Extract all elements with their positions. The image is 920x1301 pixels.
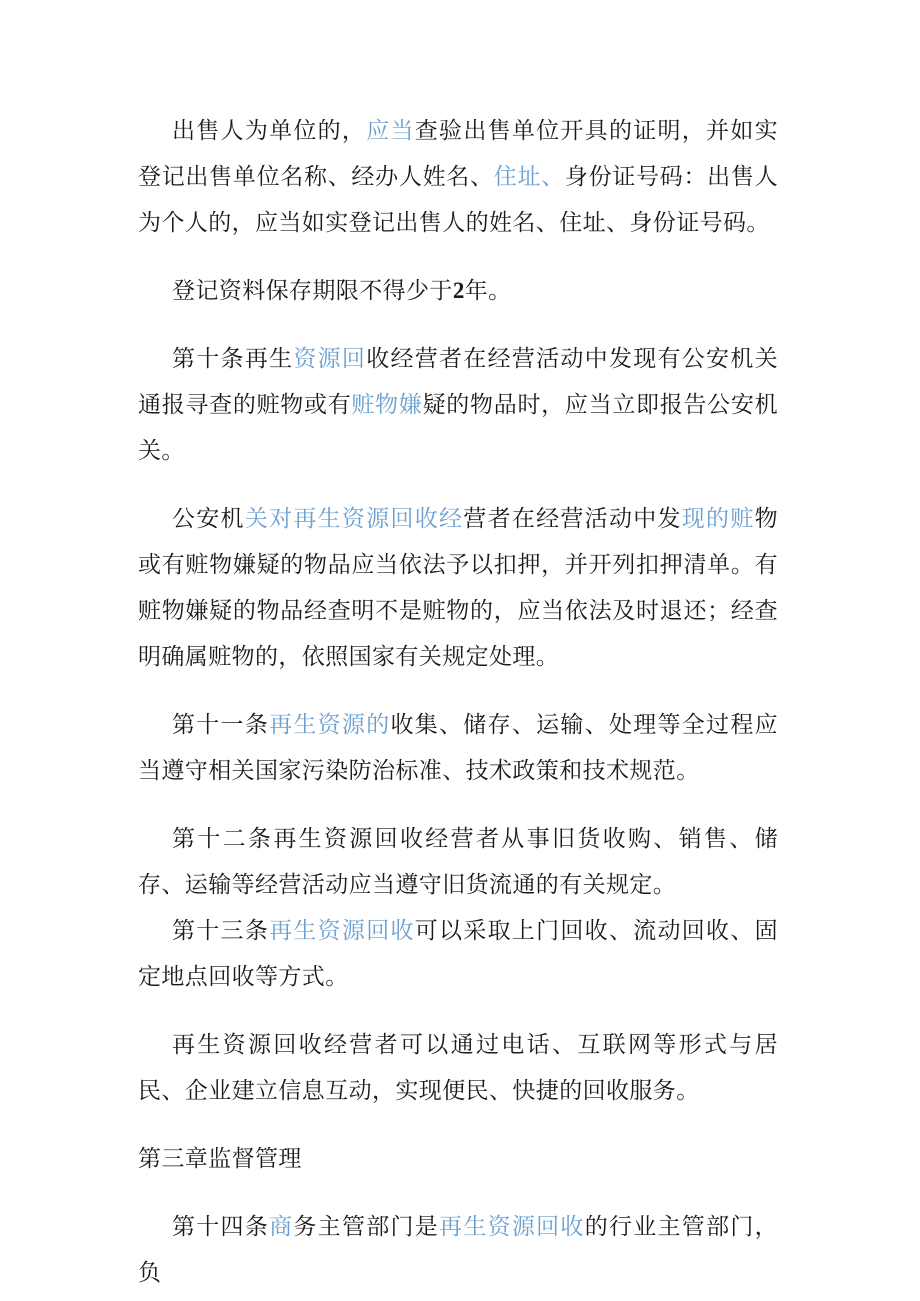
paragraph-text: 可以采取上门回收、流动回收、固定地点回收等方式。 <box>138 918 779 990</box>
paragraph-text: 疑的物品时，应当立即报告公安机关。 <box>138 392 779 464</box>
paragraph-p4 <box>138 496 778 680</box>
paragraph-text: 公安机 <box>172 506 245 532</box>
paragraph-p9 <box>138 1136 778 1182</box>
paragraph-text: 2 <box>452 278 465 303</box>
paragraph-text: 查验出售单位开具的证明，并如实登记出售单位名称、经办人姓名、 <box>138 118 779 190</box>
paragraph-text: 第十三条 <box>172 918 270 944</box>
paragraph-text: 登记资料保存期限不得少于 <box>172 278 453 304</box>
paragraph-text: 出售人为单位的， <box>172 118 367 144</box>
paragraph-p7 <box>138 908 778 1000</box>
paragraph-p1 <box>138 108 778 246</box>
highlighted-text: 资源回 <box>293 346 367 372</box>
highlighted-text: 赃物嫌 <box>351 392 423 418</box>
paragraph-p2 <box>138 268 778 314</box>
highlighted-text: 住址、 <box>493 164 565 190</box>
paragraph-text: 第十一条 <box>172 712 270 738</box>
highlighted-text: 现的赃 <box>681 506 755 532</box>
highlighted-text: 再生资源回收 <box>269 918 415 944</box>
paragraph-text: 身份证号码：出售人为个人的，应当如实登记出售人的姓名、住址、身份证号码。 <box>138 164 779 236</box>
paragraph-text: 收集、储存、运输、处理等全过程应当遵守相关国家污染防治标准、技术政策和技术规范。 <box>138 712 778 784</box>
paragraph-text: 第十四条 <box>172 1214 270 1240</box>
paragraph-text: 第三章监督管理 <box>138 1146 302 1172</box>
paragraph-text: 收经营者在经营活动中发现有公安机关通报寻查的赃物或有 <box>138 346 778 418</box>
highlighted-text: 再生资源回收 <box>439 1214 585 1240</box>
paragraph-text: 再生资源回收经营者可以通过电话、互联网等形式与居民、企业建立信息互动，实现便民、快捷的回收服务。 <box>138 1032 778 1104</box>
document-page <box>138 108 778 1296</box>
highlighted-text: 商 <box>269 1214 294 1240</box>
paragraph-text: 第十条再生 <box>172 346 294 372</box>
paragraph-text: 第十二条再生资源回收经营者从事旧货收购、销售、储存、运输等经营活动应当遵守旧货流通的有关规定。 <box>138 826 778 898</box>
highlighted-text: 再生资源的 <box>269 712 391 738</box>
paragraph-text: 物或有赃物嫌疑的物品应当依法予以扣押，并开列扣押清单。有赃物嫌疑的物品经查明不是赃物的，应当依法及时退还；经查明确属赃物的，依照国家有关规定处理。 <box>138 506 778 670</box>
paragraph-text: 的行业主管部门，负 <box>138 1214 779 1286</box>
paragraph-p10 <box>138 1204 778 1296</box>
paragraph-p5 <box>138 702 778 794</box>
paragraph-text: 务主管部门是 <box>293 1214 440 1240</box>
paragraph-text: 营者在经营活动中发 <box>463 506 682 532</box>
paragraph-p8 <box>138 1022 778 1114</box>
highlighted-text: 关对再生资源回收经 <box>244 506 464 532</box>
paragraph-p3 <box>138 336 778 474</box>
paragraph-p6 <box>138 816 778 908</box>
paragraph-text: 年。 <box>464 278 512 304</box>
highlighted-text: 应当 <box>366 118 415 144</box>
